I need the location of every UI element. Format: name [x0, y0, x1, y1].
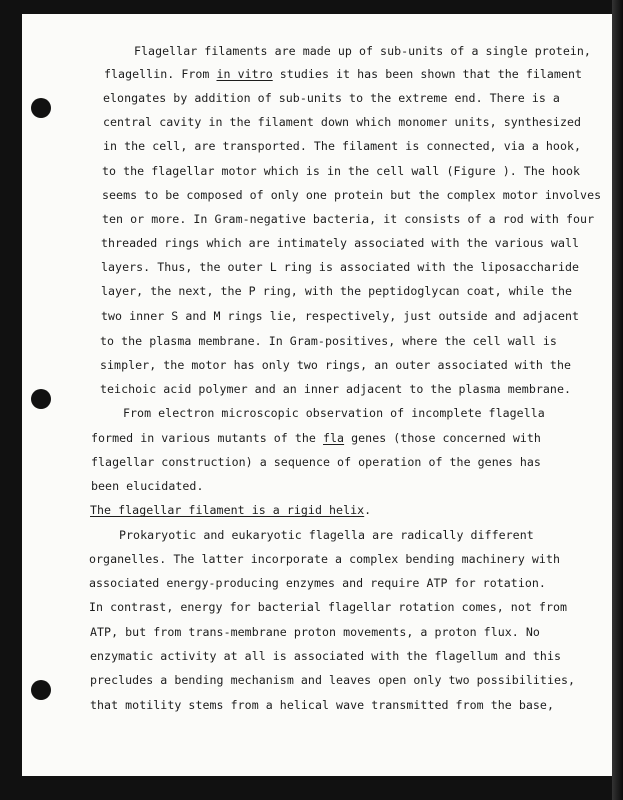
- text-line: organelles. The latter incorporate a complex bending machinery with: [89, 552, 561, 566]
- text-fragment: formed in various mutants of the: [91, 431, 323, 445]
- text-line: Prokaryotic and eukaryotic flagella are radically different: [119, 528, 534, 542]
- text-fragment: studies it has been shown that the filament: [272, 67, 583, 81]
- text-line: layers. Thus, the outer L ring is associated with the liposaccharide: [101, 260, 580, 274]
- text-line: ten or more. In Gram-negative bacteria, it consists of a rod with four: [102, 212, 595, 226]
- underlined-term: in vitro: [216, 67, 273, 81]
- heading-text: The flagellar filament is a rigid helix: [90, 503, 365, 517]
- text-line: associated energy-producing enzymes and require ATP for rotation.: [89, 576, 546, 590]
- text-line: threaded rings which are intimately associated with the various wall: [101, 236, 580, 250]
- text-line: that motility stems from a helical wave transmitted from the base,: [90, 698, 554, 712]
- underlined-term: fla: [323, 431, 345, 445]
- text-line: two inner S and M rings lie, respectively, just outside and adjacent: [101, 309, 580, 323]
- text-line: elongates by addition of sub-units to the extreme end. There is a: [103, 91, 560, 105]
- text-line: enzymatic activity at all is associated with the flagellum and this: [90, 649, 562, 663]
- document-body: [22, 14, 612, 776]
- scan-border: [612, 0, 623, 800]
- text-line: Flagellar filaments are made up of sub-units of a single protein,: [134, 44, 591, 58]
- heading-period: .: [364, 503, 372, 517]
- text-line: flagellar construction) a sequence of operation of the genes has: [91, 455, 541, 469]
- text-line: [91, 431, 541, 445]
- section-heading: [90, 503, 371, 517]
- text-line: From electron microscopic observation of incomplete flagella: [123, 406, 545, 420]
- text-line: In contrast, energy for bacterial flagellar rotation comes, not from: [89, 600, 568, 614]
- text-line: seems to be composed of only one protein but the complex motor involves: [102, 188, 602, 202]
- text-fragment: genes (those concerned with: [344, 431, 541, 445]
- text-line: been elucidated.: [91, 479, 204, 493]
- text-line: precludes a bending mechanism and leaves open only two possibilities,: [90, 673, 576, 687]
- document-page: [22, 14, 612, 776]
- text-line: in the cell, are transported. The filament is connected, via a hook,: [103, 139, 582, 153]
- text-line: teichoic acid polymer and an inner adjacent to the plasma membrane.: [100, 382, 572, 396]
- text-line: central cavity in the filament down which monomer units, synthesized: [103, 115, 582, 129]
- text-fragment: flagellin. From: [104, 67, 217, 81]
- text-line: [104, 67, 582, 81]
- text-line: layer, the next, the P ring, with the peptidoglycan coat, while the: [101, 284, 573, 298]
- text-line: to the plasma membrane. In Gram-positives, where the cell wall is: [100, 334, 557, 348]
- text-line: to the flagellar motor which is in the cell wall (Figure ). The hook: [102, 164, 581, 178]
- text-line: ATP, but from trans-membrane proton movements, a proton flux. No: [90, 625, 540, 639]
- text-line: simpler, the motor has only two rings, an outer associated with the: [100, 358, 572, 372]
